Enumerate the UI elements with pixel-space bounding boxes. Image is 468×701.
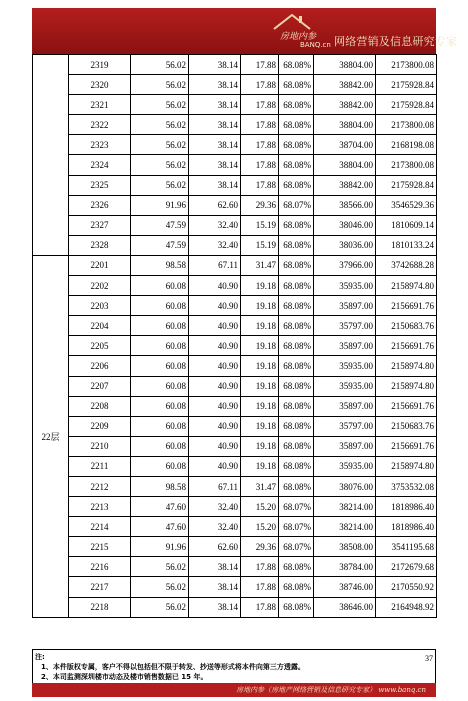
table-cell: 2158974.80 (376, 356, 437, 376)
table-cell: 35897.00 (314, 336, 376, 356)
table-cell: 2156691.76 (376, 296, 437, 316)
unit-number-cell: 2210 (69, 436, 131, 456)
table-cell: 56.02 (131, 577, 189, 597)
unit-number-cell: 2319 (69, 55, 131, 75)
unit-number-cell: 2217 (69, 577, 131, 597)
table-cell: 38.14 (189, 115, 241, 135)
unit-number-cell: 2325 (69, 175, 131, 195)
table-cell: 2156691.76 (376, 436, 437, 456)
table-cell: 38508.00 (314, 537, 376, 557)
floor-label-22: 22层 (33, 255, 69, 617)
table-cell: 2172679.68 (376, 557, 437, 577)
table-cell: 91.96 (131, 537, 189, 557)
unit-number-cell: 2205 (69, 336, 131, 356)
table-cell: 56.02 (131, 115, 189, 135)
table-cell: 60.08 (131, 376, 189, 396)
table-cell: 68.07% (279, 497, 314, 517)
table-cell: 98.58 (131, 255, 189, 275)
table-cell: 68.07% (279, 195, 314, 215)
table-cell: 60.08 (131, 336, 189, 356)
table-cell: 38214.00 (314, 517, 376, 537)
unit-number-cell: 2204 (69, 316, 131, 336)
unit-number-cell: 2207 (69, 376, 131, 396)
table-cell: 35935.00 (314, 376, 376, 396)
table-cell: 35797.00 (314, 416, 376, 436)
table-cell: 60.08 (131, 296, 189, 316)
table-cell: 60.08 (131, 416, 189, 436)
table-cell: 68.08% (279, 416, 314, 436)
table-row (33, 517, 437, 537)
table-cell: 19.18 (241, 336, 279, 356)
unit-number-cell: 2208 (69, 396, 131, 416)
table-cell: 38746.00 (314, 577, 376, 597)
unit-number-cell: 2321 (69, 95, 131, 115)
table-cell: 40.90 (189, 436, 241, 456)
brand-name: 房地内参 (280, 32, 317, 42)
table-cell: 60.08 (131, 316, 189, 336)
brand-site: BANQ.cn (300, 41, 331, 49)
table-cell: 32.40 (189, 235, 241, 255)
table-cell: 19.18 (241, 296, 279, 316)
table-row (33, 557, 437, 577)
table-row (33, 537, 437, 557)
table-cell: 40.90 (189, 276, 241, 296)
table-row (33, 135, 437, 155)
table-cell: 3546529.36 (376, 195, 437, 215)
unit-number-cell: 2202 (69, 276, 131, 296)
table-cell: 19.18 (241, 456, 279, 476)
unit-number-cell: 2326 (69, 195, 131, 215)
table-cell: 38842.00 (314, 75, 376, 95)
note-monitoring: 2、本司监测深圳楼市动态及楼市销售数据已 15 年。 (41, 673, 208, 681)
table-cell: 17.88 (241, 135, 279, 155)
table-cell: 15.19 (241, 235, 279, 255)
table-row (33, 235, 437, 255)
table-cell: 17.88 (241, 155, 279, 175)
table-cell: 38804.00 (314, 115, 376, 135)
unit-number-cell: 2320 (69, 75, 131, 95)
table-cell: 68.08% (279, 356, 314, 376)
table-cell: 68.08% (279, 75, 314, 95)
table-cell: 68.08% (279, 175, 314, 195)
unit-number-cell: 2206 (69, 356, 131, 376)
unit-number-cell: 2322 (69, 115, 131, 135)
table-cell: 60.08 (131, 356, 189, 376)
table-cell: 91.96 (131, 195, 189, 215)
table-row (33, 396, 437, 416)
table-cell: 56.02 (131, 135, 189, 155)
table-cell: 38646.00 (314, 597, 376, 617)
table-cell: 38704.00 (314, 135, 376, 155)
unit-number-cell: 2215 (69, 537, 131, 557)
table-cell: 2173800.08 (376, 115, 437, 135)
table-cell: 68.08% (279, 557, 314, 577)
table-cell: 68.08% (279, 376, 314, 396)
table-cell: 38.14 (189, 75, 241, 95)
table-cell: 19.18 (241, 376, 279, 396)
table-cell: 2175928.84 (376, 95, 437, 115)
footer-text: 房地内参（房地产网络营销及信息研究专家） www.banq.cn (236, 686, 426, 694)
table-cell: 56.02 (131, 75, 189, 95)
unit-number-cell: 2214 (69, 517, 131, 537)
note-copyright: 1、本件版权专属，客户不得以包括但不限于转发、抄送等形式将本件向第三方透露。 (41, 663, 305, 671)
table-cell: 38.14 (189, 135, 241, 155)
table-cell: 38784.00 (314, 557, 376, 577)
table-cell: 47.60 (131, 517, 189, 537)
table-cell: 19.18 (241, 276, 279, 296)
table-cell: 68.08% (279, 135, 314, 155)
unit-number-cell: 2211 (69, 456, 131, 476)
table-cell: 2158974.80 (376, 276, 437, 296)
table-cell: 35797.00 (314, 316, 376, 336)
table-cell: 35897.00 (314, 396, 376, 416)
table-cell: 56.02 (131, 557, 189, 577)
unit-number-cell: 2328 (69, 235, 131, 255)
table-row (33, 255, 437, 275)
table-cell: 2156691.76 (376, 396, 437, 416)
table-cell: 68.08% (279, 276, 314, 296)
unit-number-cell: 2218 (69, 597, 131, 617)
brand-logo (254, 12, 331, 50)
floor-cell-23 (33, 55, 69, 256)
unit-number-cell: 2324 (69, 155, 131, 175)
table-cell: 2175928.84 (376, 175, 437, 195)
header-title: 网络营销及信息研究专家 (334, 35, 458, 48)
table-row (33, 416, 437, 436)
table-cell: 68.08% (279, 55, 314, 75)
table-cell: 1810609.14 (376, 215, 437, 235)
table-cell: 1818986.40 (376, 517, 437, 537)
table-cell: 56.02 (131, 95, 189, 115)
table-cell: 40.90 (189, 376, 241, 396)
table-cell: 68.08% (279, 95, 314, 115)
table-row (33, 316, 437, 336)
table-row (33, 75, 437, 95)
table-cell: 3541195.68 (376, 537, 437, 557)
table-cell: 19.18 (241, 356, 279, 376)
table-cell: 38.14 (189, 155, 241, 175)
house-roof-icon (272, 12, 312, 30)
table-cell: 38.14 (189, 577, 241, 597)
table-cell: 37966.00 (314, 255, 376, 275)
table-cell: 15.20 (241, 517, 279, 537)
table-cell: 2175928.84 (376, 75, 437, 95)
table-row (33, 336, 437, 356)
table-row (33, 195, 437, 215)
table-row (33, 215, 437, 235)
table-cell: 38.14 (189, 55, 241, 75)
table-cell: 2168198.08 (376, 135, 437, 155)
table-row (33, 577, 437, 597)
table-cell: 32.40 (189, 497, 241, 517)
table-cell: 17.88 (241, 175, 279, 195)
table-cell: 60.08 (131, 276, 189, 296)
table-row (33, 175, 437, 195)
page-number: 37 (425, 654, 433, 663)
table-cell: 68.08% (279, 296, 314, 316)
table-cell: 1810133.24 (376, 235, 437, 255)
table-cell: 35897.00 (314, 296, 376, 316)
table-cell: 17.88 (241, 115, 279, 135)
table-cell: 68.08% (279, 316, 314, 336)
table-cell: 2150683.76 (376, 316, 437, 336)
table-cell: 68.08% (279, 255, 314, 275)
table-row (33, 376, 437, 396)
table-cell: 2158974.80 (376, 456, 437, 476)
table-cell: 2158974.80 (376, 376, 437, 396)
table-row (33, 597, 437, 617)
table-row (33, 115, 437, 135)
table-cell: 32.40 (189, 517, 241, 537)
table-cell: 2150683.76 (376, 416, 437, 436)
table-cell: 68.08% (279, 396, 314, 416)
table-row (33, 356, 437, 376)
table-cell: 31.47 (241, 476, 279, 496)
table-cell: 19.18 (241, 316, 279, 336)
table-cell: 40.90 (189, 356, 241, 376)
table-cell: 2173800.08 (376, 55, 437, 75)
table-cell: 68.07% (279, 517, 314, 537)
table-cell: 2164948.92 (376, 597, 437, 617)
table-cell: 17.88 (241, 95, 279, 115)
table-cell: 35935.00 (314, 356, 376, 376)
table-cell: 3742688.28 (376, 255, 437, 275)
table-cell: 68.08% (279, 115, 314, 135)
table-cell: 68.08% (279, 215, 314, 235)
table-cell: 35935.00 (314, 456, 376, 476)
table-cell: 17.88 (241, 597, 279, 617)
table-cell: 17.88 (241, 55, 279, 75)
table-cell: 38804.00 (314, 155, 376, 175)
unit-number-cell: 2216 (69, 557, 131, 577)
table-row (33, 55, 437, 75)
table-cell: 19.18 (241, 396, 279, 416)
table-cell: 38842.00 (314, 175, 376, 195)
table-row (33, 276, 437, 296)
table-cell: 67.11 (189, 476, 241, 496)
table-cell: 19.18 (241, 416, 279, 436)
table-cell: 38214.00 (314, 497, 376, 517)
table-cell: 1818986.40 (376, 497, 437, 517)
unit-number-cell: 2213 (69, 497, 131, 517)
unit-number-cell: 2323 (69, 135, 131, 155)
table-cell: 47.59 (131, 215, 189, 235)
table-cell: 98.58 (131, 476, 189, 496)
table-cell: 40.90 (189, 456, 241, 476)
table-row (33, 155, 437, 175)
table-cell: 68.08% (279, 476, 314, 496)
table-cell: 56.02 (131, 55, 189, 75)
table-cell: 3753532.08 (376, 476, 437, 496)
table-cell: 38842.00 (314, 95, 376, 115)
table-cell: 29.36 (241, 195, 279, 215)
unit-number-cell: 2203 (69, 296, 131, 316)
notes-heading: 注: (35, 653, 45, 661)
table-cell: 60.08 (131, 456, 189, 476)
table-cell: 68.08% (279, 456, 314, 476)
table-cell: 40.90 (189, 336, 241, 356)
table-cell: 68.08% (279, 577, 314, 597)
table-row (33, 476, 437, 496)
table-cell: 32.40 (189, 215, 241, 235)
unit-number-cell: 2201 (69, 255, 131, 275)
table-row (33, 296, 437, 316)
table-cell: 38036.00 (314, 235, 376, 255)
table-cell: 38566.00 (314, 195, 376, 215)
table-cell: 38.14 (189, 597, 241, 617)
table-cell: 68.08% (279, 436, 314, 456)
table-cell: 56.02 (131, 175, 189, 195)
table-cell: 47.60 (131, 497, 189, 517)
table-cell: 60.08 (131, 436, 189, 456)
table-row (33, 436, 437, 456)
table-cell: 17.88 (241, 577, 279, 597)
table-cell: 15.19 (241, 215, 279, 235)
table-cell: 60.08 (131, 396, 189, 416)
table-row (33, 95, 437, 115)
table-cell: 35935.00 (314, 276, 376, 296)
footer-bar (32, 683, 436, 697)
table-cell: 17.88 (241, 557, 279, 577)
table-cell: 62.60 (189, 195, 241, 215)
table-cell: 2170550.92 (376, 577, 437, 597)
table-cell: 56.02 (131, 597, 189, 617)
table-cell: 38.14 (189, 175, 241, 195)
table-row (33, 497, 437, 517)
table-cell: 2156691.76 (376, 336, 437, 356)
table-cell: 38.14 (189, 95, 241, 115)
table-cell: 62.60 (189, 537, 241, 557)
table-cell: 40.90 (189, 296, 241, 316)
table-cell: 68.08% (279, 597, 314, 617)
table-cell: 68.08% (279, 155, 314, 175)
table-cell: 40.90 (189, 396, 241, 416)
table-cell: 31.47 (241, 255, 279, 275)
table-cell: 40.90 (189, 316, 241, 336)
unit-number-cell: 2212 (69, 476, 131, 496)
table-cell: 15.20 (241, 497, 279, 517)
table-cell: 38046.00 (314, 215, 376, 235)
table-cell: 2173800.08 (376, 155, 437, 175)
unit-number-cell: 2209 (69, 416, 131, 436)
table-cell: 17.88 (241, 75, 279, 95)
table-cell: 38.14 (189, 557, 241, 577)
table-row (33, 456, 437, 476)
header-banner (32, 8, 458, 54)
table-cell: 47.59 (131, 235, 189, 255)
table-cell: 67.11 (189, 255, 241, 275)
table-cell: 38804.00 (314, 55, 376, 75)
table-cell: 38076.00 (314, 476, 376, 496)
table-cell: 29.36 (241, 537, 279, 557)
table-cell: 68.08% (279, 235, 314, 255)
table-cell: 19.18 (241, 436, 279, 456)
table-cell: 40.90 (189, 416, 241, 436)
table-cell: 68.07% (279, 537, 314, 557)
table-cell: 35897.00 (314, 436, 376, 456)
table-cell: 56.02 (131, 155, 189, 175)
unit-price-table (32, 54, 437, 618)
table-cell: 68.08% (279, 336, 314, 356)
unit-number-cell: 2327 (69, 215, 131, 235)
